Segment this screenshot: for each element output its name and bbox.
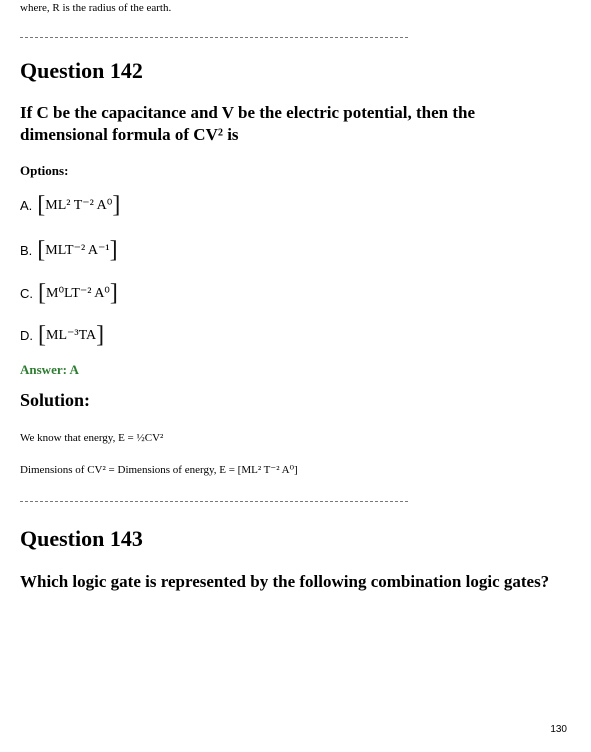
option-d[interactable] bbox=[20, 323, 104, 347]
option-formula: [ M⁰LT⁻² A⁰ ] bbox=[38, 280, 118, 306]
divider bbox=[20, 501, 408, 502]
option-letter: A. bbox=[20, 197, 33, 213]
option-letter: D. bbox=[20, 327, 33, 343]
divider bbox=[20, 37, 408, 38]
question-143-title: Question 143 bbox=[20, 526, 143, 551]
option-formula: [ ML⁻³TA ] bbox=[38, 322, 105, 348]
page-number: 130 bbox=[550, 724, 567, 735]
option-c[interactable] bbox=[20, 281, 118, 305]
solution-title: Solution: bbox=[20, 390, 91, 410]
solution-line-2: Dimensions of CV² = Dimensions of energy, E = [ML² T⁻² A⁰] bbox=[20, 464, 298, 476]
option-formula: [ ML² T⁻² A⁰ ] bbox=[37, 192, 121, 218]
option-formula: [ MLT⁻² A⁻¹ ] bbox=[37, 237, 118, 263]
option-letter: C. bbox=[20, 285, 33, 301]
question-142-title: Question 142 bbox=[20, 58, 143, 83]
option-letter: B. bbox=[20, 242, 33, 258]
question-143-text: Which logic gate is represented by the following combination logic gates? bbox=[20, 572, 550, 591]
option-a[interactable] bbox=[20, 193, 120, 217]
options-label: Options: bbox=[20, 163, 69, 178]
solution-line-1: We know that energy, E = ½CV² bbox=[20, 432, 164, 444]
option-b[interactable] bbox=[20, 238, 118, 262]
answer: Answer: A bbox=[20, 362, 79, 377]
top-note: where, R is the radius of the earth. bbox=[20, 2, 172, 14]
question-142-text: If C be the capacitance and V be the electric potential, then the dimensional formula of CV² is bbox=[20, 103, 476, 144]
